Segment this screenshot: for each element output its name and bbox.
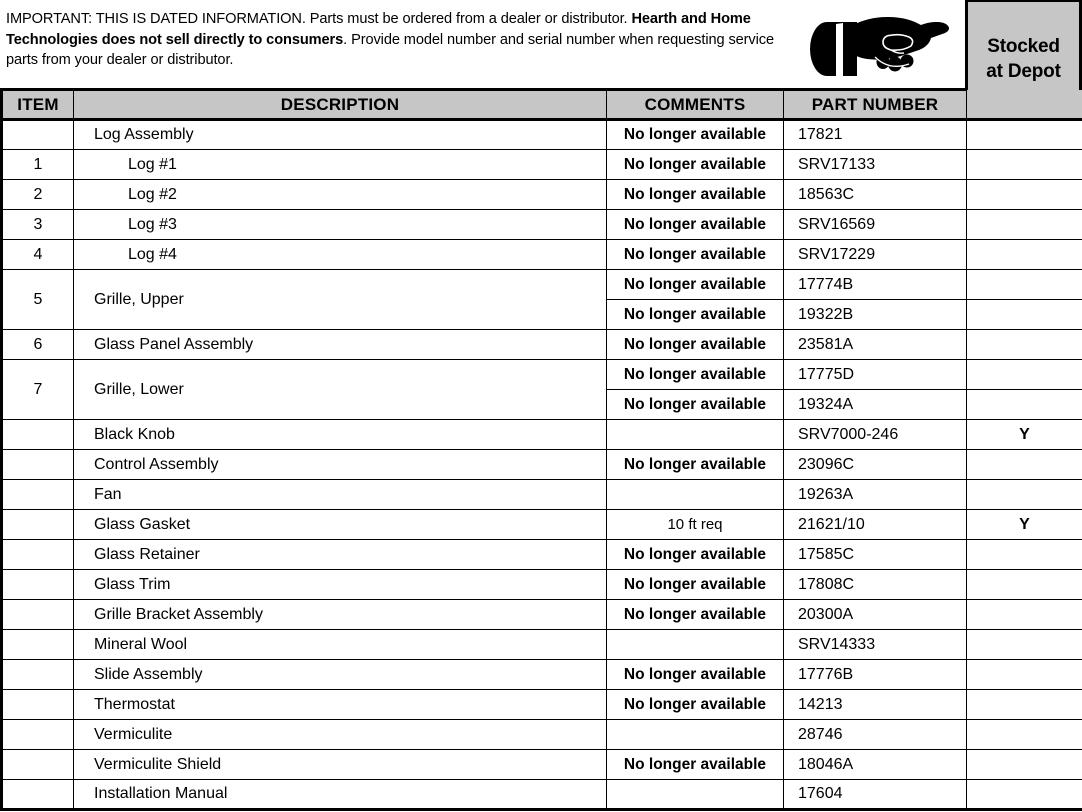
cell-description: Slide Assembly <box>74 660 607 690</box>
cell-description: Vermiculite <box>74 720 607 750</box>
cell-comments: No longer available <box>607 330 784 360</box>
column-header-item: ITEM <box>2 90 74 120</box>
cell-stocked-at-depot <box>967 210 1082 240</box>
cell-comments <box>607 780 784 810</box>
cell-item <box>2 450 74 480</box>
cell-comments: No longer available <box>607 390 784 420</box>
cell-stocked-at-depot <box>967 690 1082 720</box>
cell-stocked-at-depot <box>967 540 1082 570</box>
cell-item <box>2 120 74 150</box>
cell-comments: No longer available <box>607 180 784 210</box>
cell-comments: No longer available <box>607 240 784 270</box>
cell-part-number: 18563C <box>784 180 967 210</box>
cell-description: Glass Panel Assembly <box>74 330 607 360</box>
cell-comments: No longer available <box>607 540 784 570</box>
stocked-header-line2: at Depot <box>986 61 1061 82</box>
cell-comments: No longer available <box>607 270 784 300</box>
cell-stocked-at-depot <box>967 240 1082 270</box>
cell-item <box>2 480 74 510</box>
table-row <box>2 180 1082 210</box>
cell-item <box>2 660 74 690</box>
cell-comments <box>607 480 784 510</box>
cell-comments: No longer available <box>607 210 784 240</box>
table-row <box>2 660 1082 690</box>
cell-description: Installation Manual <box>74 780 607 810</box>
cell-stocked-at-depot <box>967 330 1082 360</box>
cell-comments <box>607 720 784 750</box>
cell-description: Log #4 <box>74 240 607 270</box>
table-row <box>2 420 1082 450</box>
cell-stocked-at-depot: Y <box>967 420 1082 450</box>
cell-item <box>2 540 74 570</box>
cell-stocked-at-depot <box>967 300 1082 330</box>
cell-comments: No longer available <box>607 300 784 330</box>
cell-item: 2 <box>2 180 74 210</box>
cell-item: 7 <box>2 360 74 420</box>
cell-stocked-at-depot <box>967 570 1082 600</box>
cell-comments: No longer available <box>607 600 784 630</box>
cell-item <box>2 630 74 660</box>
cell-part-number: 19263A <box>784 480 967 510</box>
cell-item <box>2 750 74 780</box>
cell-part-number: 28746 <box>784 720 967 750</box>
cell-description: Grille, Upper <box>74 270 607 330</box>
cell-item: 6 <box>2 330 74 360</box>
cell-item <box>2 570 74 600</box>
table-row <box>2 450 1082 480</box>
cell-part-number: SRV7000-246 <box>784 420 967 450</box>
cell-stocked-at-depot <box>967 600 1082 630</box>
cell-comments <box>607 630 784 660</box>
cell-part-number: 23096C <box>784 450 967 480</box>
table-header-row <box>2 90 1082 120</box>
cell-description: Control Assembly <box>74 450 607 480</box>
cell-description: Log #1 <box>74 150 607 180</box>
cell-part-number: 17821 <box>784 120 967 150</box>
cell-stocked-at-depot <box>967 180 1082 210</box>
cell-stocked-at-depot <box>967 780 1082 810</box>
cell-stocked-at-depot <box>967 660 1082 690</box>
cell-description: Mineral Wool <box>74 630 607 660</box>
cell-description: Log Assembly <box>74 120 607 150</box>
cell-part-number: 21621/10 <box>784 510 967 540</box>
cell-stocked-at-depot <box>967 120 1082 150</box>
cell-item <box>2 420 74 450</box>
cell-description: Black Knob <box>74 420 607 450</box>
cell-description: Glass Trim <box>74 570 607 600</box>
cell-description: Log #3 <box>74 210 607 240</box>
stocked-header-line1: Stocked <box>987 36 1060 58</box>
cell-part-number: 19324A <box>784 390 967 420</box>
cell-description: Grille, Lower <box>74 360 607 420</box>
cell-description: Log #2 <box>74 180 607 210</box>
pointing-hand-icon <box>805 7 955 81</box>
pointing-hand-cell <box>795 0 965 88</box>
cell-part-number: 19322B <box>784 300 967 330</box>
cell-description: Fan <box>74 480 607 510</box>
cell-stocked-at-depot <box>967 720 1082 750</box>
table-row <box>2 780 1082 810</box>
cell-part-number: 17776B <box>784 660 967 690</box>
table-row <box>2 720 1082 750</box>
cell-description: Glass Retainer <box>74 540 607 570</box>
table-row <box>2 690 1082 720</box>
table-row <box>2 240 1082 270</box>
cell-part-number: SRV14333 <box>784 630 967 660</box>
cell-part-number: 17585C <box>784 540 967 570</box>
table-row <box>2 150 1082 180</box>
table-row <box>2 750 1082 780</box>
cell-comments <box>607 420 784 450</box>
cell-item <box>2 720 74 750</box>
notice-text-part-1: IMPORTANT: THIS IS DATED INFORMATION. Parts must be ordered from a dealer or distributor. <box>6 11 632 27</box>
cell-item: 3 <box>2 210 74 240</box>
cell-part-number: 18046A <box>784 750 967 780</box>
cell-comments: 10 ft req <box>607 510 784 540</box>
table-row <box>2 210 1082 240</box>
table-row <box>2 630 1082 660</box>
cell-part-number: SRV17133 <box>784 150 967 180</box>
table-row <box>2 270 1082 300</box>
notice-text-part-2: . Provide model number and serial number when requesting service parts from your dealer or distributor. <box>6 31 774 69</box>
cell-comments: No longer available <box>607 150 784 180</box>
cell-description: Thermostat <box>74 690 607 720</box>
cell-comments: No longer available <box>607 450 784 480</box>
cell-part-number: 17775D <box>784 360 967 390</box>
cell-item: 5 <box>2 270 74 330</box>
cell-stocked-at-depot <box>967 150 1082 180</box>
cell-stocked-at-depot: Y <box>967 510 1082 540</box>
cell-stocked-at-depot <box>967 630 1082 660</box>
cell-part-number: 17808C <box>784 570 967 600</box>
table-row <box>2 510 1082 540</box>
cell-part-number: SRV17229 <box>784 240 967 270</box>
cell-description: Grille Bracket Assembly <box>74 600 607 630</box>
cell-item <box>2 510 74 540</box>
notice-text-bold: Hearth and Home Technologies does not sell directly to consumers <box>6 11 751 48</box>
header-band <box>0 0 1082 88</box>
cell-stocked-at-depot <box>967 450 1082 480</box>
cell-stocked-at-depot <box>967 750 1082 780</box>
cell-part-number: 23581A <box>784 330 967 360</box>
table-row <box>2 540 1082 570</box>
cell-part-number: 17604 <box>784 780 967 810</box>
parts-table <box>0 88 1082 811</box>
cell-stocked-at-depot <box>967 270 1082 300</box>
cell-comments: No longer available <box>607 750 784 780</box>
cell-part-number: SRV16569 <box>784 210 967 240</box>
cell-stocked-at-depot <box>967 390 1082 420</box>
cell-item <box>2 600 74 630</box>
table-row <box>2 600 1082 630</box>
column-header-stocked <box>967 90 1082 120</box>
column-header-description: DESCRIPTION <box>74 90 607 120</box>
cell-item <box>2 690 74 720</box>
important-notice <box>0 0 795 71</box>
column-header-comments: COMMENTS <box>607 90 784 120</box>
cell-stocked-at-depot <box>967 480 1082 510</box>
table-row <box>2 330 1082 360</box>
cell-description: Vermiculite Shield <box>74 750 607 780</box>
cell-comments: No longer available <box>607 120 784 150</box>
cell-description: Glass Gasket <box>74 510 607 540</box>
column-header-part-number: PART NUMBER <box>784 90 967 120</box>
cell-comments: No longer available <box>607 690 784 720</box>
cell-comments: No longer available <box>607 660 784 690</box>
table-row <box>2 120 1082 150</box>
cell-part-number: 14213 <box>784 690 967 720</box>
cell-part-number: 20300A <box>784 600 967 630</box>
cell-part-number: 17774B <box>784 270 967 300</box>
cell-stocked-at-depot <box>967 360 1082 390</box>
cell-item <box>2 780 74 810</box>
cell-item: 1 <box>2 150 74 180</box>
cell-comments: No longer available <box>607 360 784 390</box>
cell-item: 4 <box>2 240 74 270</box>
table-row <box>2 570 1082 600</box>
table-row <box>2 480 1082 510</box>
table-body <box>2 120 1082 810</box>
table-row <box>2 360 1082 390</box>
cell-comments: No longer available <box>607 570 784 600</box>
